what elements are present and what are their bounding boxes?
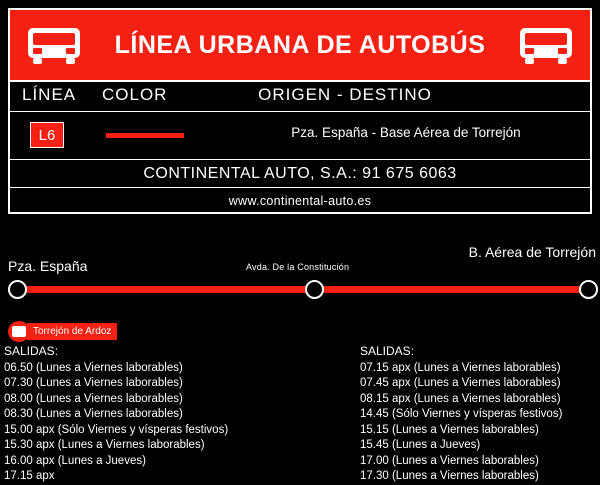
website-url: www.continental-auto.es (228, 194, 372, 208)
company-row (10, 160, 590, 188)
departure-row: 06.50 (Lunes a Viernes laborables) (4, 361, 183, 374)
departure-row: 07.30 (Lunes a Viernes laborables) (4, 377, 183, 389)
bus-icon (24, 24, 84, 68)
line-badge: L6 (30, 122, 64, 148)
page-title: LÍNEA URBANA DE AUTOBÚS (114, 30, 486, 59)
bus-icon (516, 24, 576, 68)
departure-row: 15.00 apx (Sólo Viernes y vísperas festivos) (4, 423, 229, 436)
route-line (12, 286, 588, 293)
departures-right (360, 344, 562, 485)
company-name-phone: CONTINENTAL AUTO, S.A.: 91 675 6063 (143, 164, 457, 182)
departure-row: 17.30 (Lunes a Viernes laborables) (360, 470, 539, 482)
column-headers (10, 82, 590, 112)
stop-marker (8, 280, 27, 299)
departure-row: 07.45 apx (Lunes a Viernes laborables) (360, 377, 561, 389)
line-color-swatch (106, 133, 184, 138)
departures-left-heading: SALIDAS: (4, 344, 59, 358)
website-row (10, 188, 590, 214)
departure-row: 14.45 (Sólo Viernes y vísperas festivos) (360, 408, 563, 420)
departure-row: 08.15 apx (Lunes a Viernes laborables) (360, 392, 561, 405)
bus-stop-icon (8, 321, 30, 342)
header-origen-destino: ORIGEN - DESTINO (258, 85, 432, 104)
departure-row: 17.00 (Lunes a Viernes laborables) (360, 454, 539, 467)
municipality-tag (8, 322, 117, 341)
stop-label-destination: B. Aérea de Torrejón (468, 244, 596, 260)
departure-row: 08.30 (Lunes a Viernes laborables) (4, 408, 183, 420)
stop-label-intermediate: Avda. De la Constitución (246, 262, 350, 272)
stop-marker (579, 280, 598, 299)
line-row (10, 112, 590, 160)
header-color: COLOR (102, 85, 168, 104)
departure-row: 07.15 apx (Lunes a Viernes laborables) (360, 361, 561, 374)
route-diagram (0, 232, 600, 322)
header-linea: LÍNEA (22, 85, 77, 104)
departure-row: 15.30 apx (Lunes a Viernes laborables) (4, 439, 205, 451)
route-origin-destination: Pza. España - Base Aérea de Torrejón (291, 125, 521, 140)
departure-row: 17.15 apx (4, 470, 55, 482)
departure-row: 15.15 (Lunes a Viernes laborables) (360, 423, 539, 436)
departure-row: 08.00 (Lunes a Viernes laborables) (4, 392, 183, 405)
departures-right-heading: SALIDAS: (360, 344, 415, 358)
departure-row: 16.00 apx (Lunes a Jueves) (4, 454, 146, 467)
stop-label-origin: Pza. España (8, 258, 88, 274)
route-info-panel (8, 8, 592, 214)
departure-row: 15.45 (Lunes a Jueves) (360, 439, 481, 451)
title-band (10, 10, 590, 82)
municipality-label: Torrejón de Ardoz (27, 323, 117, 340)
stop-marker (305, 280, 324, 299)
departures-left (4, 344, 228, 485)
